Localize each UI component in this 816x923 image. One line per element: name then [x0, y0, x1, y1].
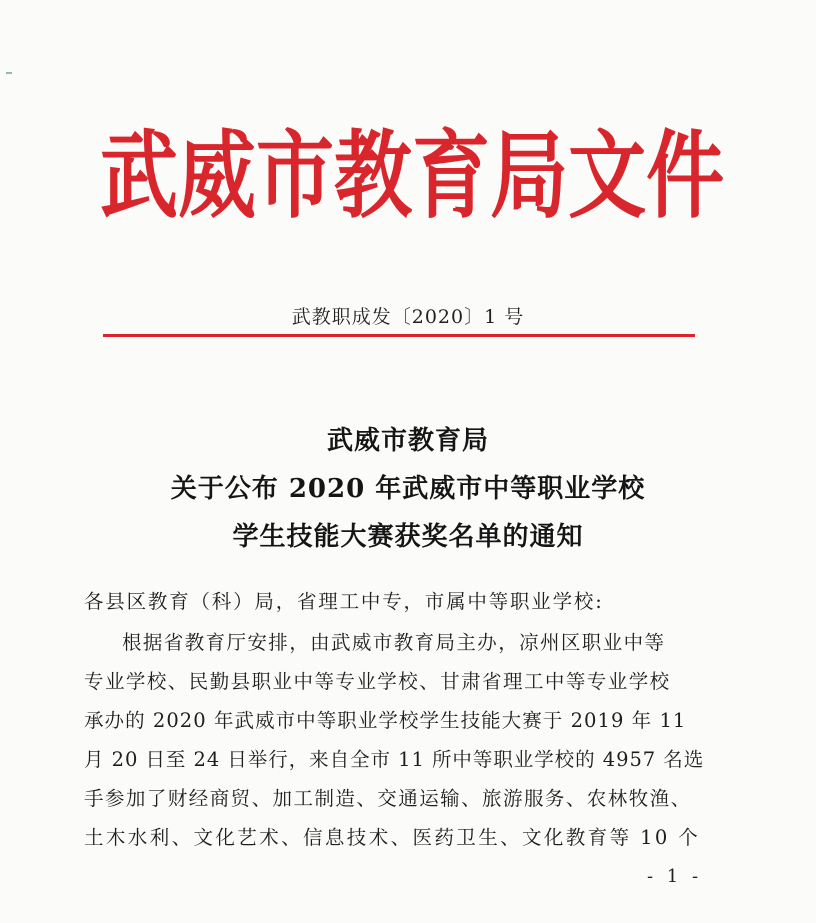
page-number: - 1 -: [647, 866, 703, 887]
masthead-char: 市: [256, 120, 335, 232]
document-number: 武教职成发〔2020〕1 号: [291, 306, 525, 328]
masthead-char: 件: [646, 120, 725, 232]
body-line: 月 20 日至 24 日举行，来自全市 11 所中等职业学校的 4957 名选: [84, 748, 705, 771]
masthead-char: 局: [490, 120, 569, 232]
masthead-char: 育: [412, 120, 491, 232]
body-line: 根据省教育厅安排，由武威市教育局主办，凉州区职业中等: [122, 631, 666, 654]
red-divider-line: [103, 334, 695, 337]
salutation: 各县区教育（科）局，省理工中专，市属中等职业学校:: [84, 590, 604, 613]
body-line: 手参加了财经商贸、加工制造、交通运输、旅游服务、农林牧渔、: [84, 787, 692, 810]
body-line: 专业学校、民勤县职业中等专业学校、甘肃省理工中等专业学校: [84, 670, 671, 693]
masthead-char: 文: [568, 120, 647, 232]
scan-artifact: [6, 72, 12, 74]
body-line: 承办的 2020 年武威市中等职业学校学生技能大赛于 2019 年 11: [84, 709, 687, 732]
body-line: 土木水利、文化艺术、信息技术、医药卫生、文化教育等 10 个: [84, 826, 701, 849]
document-title-line-1: 武威市教育局: [326, 426, 489, 456]
masthead-char: 威: [178, 120, 257, 232]
document-masthead: [100, 120, 725, 232]
masthead-char: 武: [100, 120, 179, 232]
masthead-char: 教: [334, 120, 413, 232]
document-title-line-3: 学生技能大赛获奖名单的通知: [232, 522, 584, 552]
document-title-line-2: 关于公布 2020 年武威市中等职业学校: [170, 474, 646, 504]
